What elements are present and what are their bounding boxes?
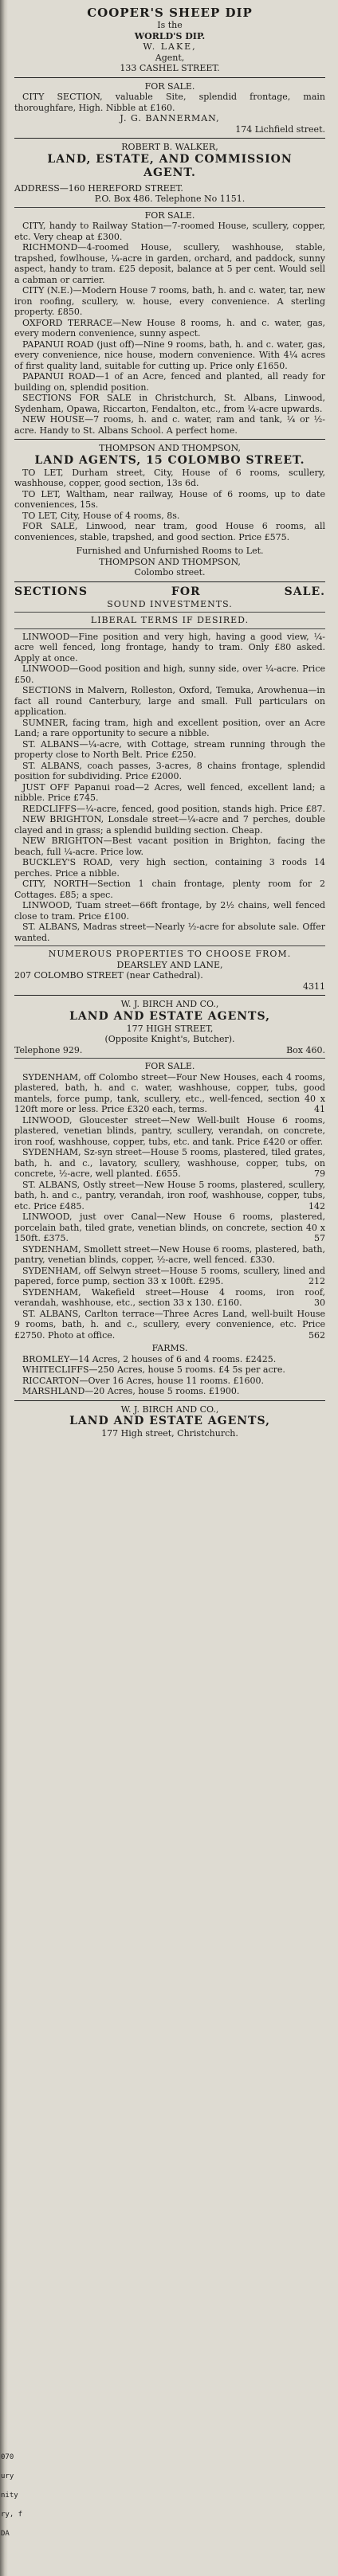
- agent-address: 177 High street, Christchurch.: [101, 1428, 238, 1439]
- ad-headline: LAND, ESTATE, AND COMMISSION: [47, 152, 293, 166]
- listing: LINWOOD, Tuam street—66ft frontage, by 2½ chains, well fenced close to tram. Price £100.: [14, 900, 325, 922]
- listing: ST. ALBANS—¼-acre, with Cottage, stream running through the property close to North Belt. Price £250.: [14, 738, 325, 760]
- listing-text: SYDENHAM, Smollett street—New House 6 rooms, plastered, bath, pantry, venetian blinds, copper, ½-acre, well fenced. £330.: [14, 1243, 325, 1265]
- gutter-fragment: 070: [1, 2453, 14, 2461]
- gutter-fragment: DA: [1, 2530, 10, 2538]
- ad-headline: LAND AND ESTATE AGENTS,: [69, 1009, 270, 1023]
- agent-address-note: (Opposite Knight's, Butcher).: [104, 1034, 235, 1044]
- ad-subheading: LIBERAL TERMS IF DESIRED.: [90, 615, 250, 625]
- listing: NEW HOUSE—7 rooms, h. and c. water, ram and tank, ¼ or ½-acre. Handy to St. Albans School. A perfect home.: [14, 414, 325, 436]
- listing: [14, 1309, 325, 1341]
- ad-heading: FARMS.: [151, 1343, 188, 1353]
- listing: REDCLIFFS—¼-acre, fenced, good position, stands high. Price £87.: [22, 803, 325, 814]
- birch-ad: [14, 999, 325, 1397]
- headline-word: SALE.: [284, 585, 325, 598]
- ad-address: 133 CASHEL STREET.: [120, 63, 220, 73]
- ad-headline: COOPER'S SHEEP DIP: [87, 6, 253, 20]
- telephone: Telephone 929.: [14, 1044, 83, 1055]
- listing: ST. ALBANS, Madras street—Nearly ½-acre for absolute sale. Offer wanted.: [14, 922, 325, 943]
- listing-text: SYDENHAM, Wakefield street—House 4 rooms, iron roof, verandah, washhouse, etc., section 33 x 130. £160.: [14, 1286, 325, 1308]
- agent-name: W. J. BIRCH AND CO.,: [120, 999, 219, 1009]
- agent-box: P.O. Box 486. Telephone No 1151.: [94, 194, 246, 204]
- listing: SUMNER, facing tram, high and excellent position, over an Acre Land; a rare opportunity to secure a nibble.: [14, 717, 325, 738]
- city-section-ad: [14, 81, 325, 135]
- ad-line: Is the: [157, 20, 183, 30]
- ad-body: CITY SECTION, valuable Site, splendid frontage, main thoroughfare, High. Nibble at £160.: [14, 92, 325, 113]
- thompson-ad: [14, 443, 325, 578]
- divider: [14, 77, 325, 78]
- agent-address: Colombo street.: [134, 567, 206, 577]
- headline-word: FOR: [171, 585, 201, 598]
- listing-text: ST. ALBANS, Ostly street—New House 5 rooms, plastered, scullery, bath, h. and c., pantry, verandah, iron roof, washhouse, copper, tubs, etc. Price £485.: [14, 1179, 325, 1212]
- divider: [14, 581, 325, 582]
- birch-ad-2: [14, 1404, 325, 1439]
- divider: [14, 138, 325, 139]
- divider: [14, 207, 325, 208]
- ad-heading: FOR SALE.: [144, 209, 195, 221]
- listing-ref: 41: [314, 1104, 325, 1114]
- listing: RICCARTON—Over 16 Acres, house 11 rooms. £1600.: [22, 1375, 264, 1386]
- listing: SECTIONS FOR SALE in Christchurch, St. Albans, Linwood, Sydenham, Opawa, Riccarton, Fendalton, etc., from ¼-acre upwards.: [14, 393, 325, 414]
- agent-name: W. LAKE,: [143, 41, 197, 52]
- listing: BUCKLEY'S ROAD, very high section, containing 3 roods 14 perches. Price a nibble.: [14, 857, 325, 879]
- listing: MARSHLAND—20 Acres, house 5 rooms. £1900.: [22, 1386, 240, 1396]
- listing-text: SYDENHAM, off Colombo street—Four New Houses, each 4 rooms, plastered, bath, h. and c. water, washhouse, copper, tubs, good mantels, force pump, tank, scullery, etc., well-fenced, section 40 x 120ft more or less. Price £320 each, terms.: [14, 1071, 325, 1114]
- listing-text: SYDENHAM, Sz-syn street—House 5 rooms, plastered, tiled grates, bath, h. and c., lavatory, scullery, washhouse, copper, tubs, on concrete, ½-acre, well planted. £655.: [14, 1147, 325, 1179]
- advertiser-name: J. G. BANNERMAN,: [120, 113, 220, 123]
- listing: [14, 1147, 325, 1180]
- listing: JUST OFF Papanui road—2 Acres, well fenced, excellent land; a nibble. Price £745.: [14, 781, 325, 803]
- listing: RICHMOND—4-roomed House, scullery, washhouse, stable, trapshed, fowlhouse, ¼-acre in garden, orchard, and paddock, sunny aspect, handy to tram. £25 deposit, balance at 5 per cent. Would sell a cabman or carrier.: [14, 242, 325, 285]
- listing: PAPANUI ROAD—1 of an Acre, fenced and planted, all ready for building on, splendid position.: [14, 371, 325, 393]
- listing: CITY, NORTH—Section 1 chain frontage, plenty room for 2 Cottages. £85; a spec.: [14, 879, 325, 900]
- ad-headline: [14, 585, 325, 599]
- listing-text: LINWOOD, just over Canal—New House 6 rooms, plastered, porcelain bath, tiled grate, venetian blinds, on concrete, section 40 x 150ft. £375.: [14, 1212, 325, 1243]
- ad-headline: LAND AGENTS, 15 COLOMBO STREET.: [34, 453, 305, 467]
- listing: NEW BRIGHTON—Best vacant position in Brighton, facing the beach, full ¼-acre. Price low.: [14, 836, 325, 857]
- agent-address: 177 HIGH STREET,: [126, 1023, 214, 1034]
- agent-name: THOMPSON AND THOMPSON,: [99, 443, 241, 453]
- listing-text: SYDENHAM, off Selwyn street—House 5 rooms, scullery, lined and papered, force pump, section 33 x 100ft. £295.: [14, 1265, 325, 1286]
- listing-text: LINWOOD, Gloucester street—New Well-built House 6 rooms, plastered, venetian blinds, pantry, scullery, verandah, on concrete, iron roof, washhouse, copper, tubs, etc. and tank. Price £420 or offer.: [14, 1114, 325, 1147]
- listing: [14, 1287, 325, 1309]
- listing: [14, 1266, 325, 1287]
- listing-ref: 57: [314, 1233, 325, 1243]
- agent-address: 207 COLOMBO STREET (near Cathedral).: [14, 970, 203, 981]
- listing-ref: 142: [309, 1200, 325, 1212]
- ad-line: Agent,: [155, 52, 185, 63]
- divider: [14, 995, 325, 996]
- listing: PAPANUI ROAD (just off)—Nine 9 rooms, bath, h. and c. water, gas, every convenience, nice house, modern convenience. With 4¼ acres of first quality land, suitable for cutting up. Price only £1650.: [14, 339, 325, 371]
- gutter-fragment: ry, f: [1, 2511, 23, 2519]
- listing: [14, 1212, 325, 1244]
- listing: TO LET, Waltham, near railway, House of 6 rooms, up to date conveniences, 15s.: [14, 488, 325, 510]
- listing: BROMLEY—14 Acres, 2 houses of 6 and 4 rooms. £2425.: [22, 1353, 277, 1364]
- listing: [14, 1180, 325, 1212]
- listing: CITY, handy to Railway Station—7-roomed House, scullery, copper, etc. Very cheap at £300.: [14, 221, 325, 242]
- listing: TO LET, Durham street, City, House of 6 rooms, scullery, washhouse, copper, good section, 13s 6d.: [14, 467, 325, 488]
- advertiser-address: 174 Lichfield street.: [235, 123, 325, 135]
- ad-subheading: SOUND INVESTMENTS.: [107, 598, 233, 609]
- listing: [14, 1072, 325, 1115]
- agent-name: ROBERT B. WALKER,: [121, 142, 218, 152]
- listing-ref: 562: [309, 1329, 325, 1341]
- listing-ref: 212: [309, 1276, 325, 1286]
- agent-name: THOMPSON AND THOMPSON,: [99, 556, 241, 567]
- listing: WHITECLIFFS—250 Acres, house 5 rooms. £4 5s per acre.: [22, 1364, 285, 1375]
- listing: SECTIONS in Malvern, Rolleston, Oxford, Temuka, Arowhenua—in fact all round Canterbury, large and small. Full particulars on application.: [14, 685, 325, 717]
- ad-heading: FOR SALE.: [144, 80, 195, 92]
- listing: FOR SALE, Linwood, near tram, good House 6 rooms, all conveniences, stable, trapshed, and good section. Price £575.: [14, 521, 325, 542]
- listing-ref: 30: [314, 1298, 325, 1308]
- ad-heading: FOR SALE.: [144, 1061, 195, 1071]
- page-edge-shadow: [0, 0, 8, 2576]
- gutter-fragment: nity: [1, 2492, 18, 2500]
- walker-ad: [14, 142, 325, 436]
- divider: [14, 612, 325, 613]
- listing: [14, 1244, 325, 1266]
- ad-line: WORLD'S DIP.: [134, 30, 206, 41]
- sections-ad: [14, 585, 325, 992]
- listing-ref: 79: [314, 1169, 325, 1179]
- sheep-dip-ad: [14, 6, 325, 74]
- ad-footer: NUMEROUS PROPERTIES TO CHOOSE FROM.: [48, 949, 292, 959]
- listing: CITY (N.E.)—Modern House 7 rooms, bath, h. and c. water, tar, new iron roofing, scullery, w. house, every convenience. A sterling property. £850.: [14, 285, 325, 317]
- divider: [14, 945, 325, 946]
- contact-line: [14, 1045, 325, 1056]
- divider: [14, 1400, 325, 1401]
- divider: [14, 1058, 325, 1059]
- agent-name: DEARSLEY AND LANE,: [116, 959, 223, 970]
- divider: [14, 628, 325, 629]
- ad-footer: Furnished and Unfurnished Rooms to Let.: [76, 546, 264, 556]
- ad-number: 4311: [303, 981, 325, 992]
- listing: LINWOOD—Fine position and very high, having a good view, ¼-acre well fenced, long frontage, handy to tram. Only £80 asked. Apply at once.: [14, 631, 325, 664]
- po-box: Box 460.: [286, 1044, 325, 1055]
- agent-address: ADDRESS—160 HEREFORD STREET.: [14, 182, 183, 194]
- listing: OXFORD TERRACE—New House 8 rooms, h. and c. water, gas, every modern convenience, sunny aspect.: [14, 317, 325, 339]
- divider: [14, 439, 325, 440]
- listing: [14, 1115, 325, 1148]
- ad-headline: LAND AND ESTATE AGENTS,: [69, 1415, 270, 1427]
- ad-headline: AGENT.: [143, 166, 196, 179]
- listing-text: ST. ALBANS, Carlton terrace—Three Acres Land, well-built House 9 rooms, bath, h. and c., scullery, every convenience, etc. Price £2750. Photo at office.: [14, 1308, 325, 1341]
- agent-name: W. J. BIRCH AND CO.,: [120, 1403, 219, 1415]
- listing: ST. ALBANS, coach passes, 3-acres, 8 chains frontage, splendid position for subdividing. Price £2000.: [14, 760, 325, 781]
- listing: NEW BRIGHTON, Lonsdale street—¼-acre and 7 perches, double clayed and in grass; a splendid building section. Cheap.: [14, 814, 325, 836]
- gutter-fragment: ury: [1, 2472, 14, 2480]
- headline-word: SECTIONS: [14, 585, 88, 598]
- listing: TO LET, City, House of 4 rooms, 8s.: [22, 510, 180, 521]
- listing: LINWOOD—Good position and high, sunny side, over ¼-acre. Price £50.: [14, 664, 325, 685]
